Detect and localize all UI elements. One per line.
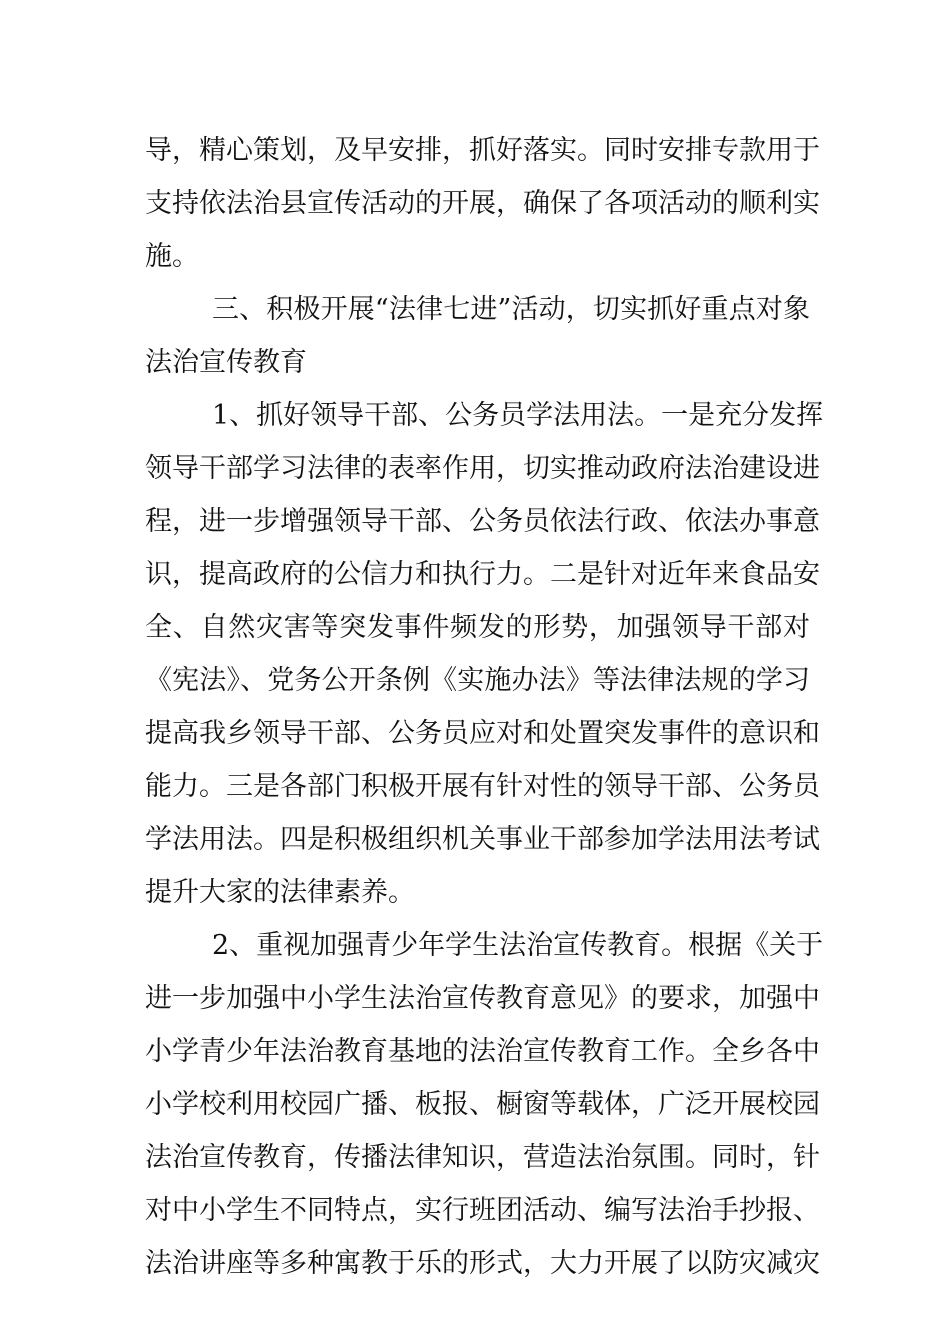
text-line: 《宪法》、党务公开条例《实施办法》等法律法规的学习 — [145, 665, 810, 696]
text-line: 法治宣传教育，传播法律知识，营造法治氛围。同时，针 — [145, 1142, 820, 1173]
section-heading-line: 三、积极开展“法律七进”活动，切实抓好重点对象 — [212, 294, 810, 325]
text-line: 领导干部学习法律的表率作用，切实推动政府法治建设进 — [145, 453, 820, 484]
text-line: 能力。三是各部门积极开展有针对性的领导干部、公务员 — [145, 771, 820, 802]
text-line: 学法用法。四是积极组织机关事业干部参加学法用法考试 — [145, 824, 820, 855]
text-line: 小学青少年法治教育基地的法治宣传教育工作。全乡各中 — [145, 1036, 820, 1067]
text-line: 提高我乡领导干部、公务员应对和处置突发事件的意识和 — [145, 718, 820, 749]
text-line: 识，提高政府的公信力和执行力。二是针对近年来食品安 — [145, 559, 820, 590]
text-line: 法治讲座等多种寓教于乐的形式，大力开展了以防灾减灾 — [145, 1248, 820, 1279]
text-line: 导，精心策划，及早安排，抓好落实。同时安排专款用于 — [145, 135, 820, 166]
text-line: 支持依法治县宣传活动的开展，确保了各项活动的顺利实 — [145, 188, 820, 219]
paragraph-start-line: 1、抓好领导干部、公务员学法用法。一是充分发挥 — [212, 400, 824, 431]
paragraph-start-line: 2、重视加强青少年学生法治宣传教育。根据《关于 — [212, 930, 824, 961]
text-line: 小学校利用校园广播、板报、橱窗等载体，广泛开展校园 — [145, 1089, 820, 1120]
text-line: 对中小学生不同特点，实行班团活动、编写法治手抄报、 — [145, 1195, 820, 1226]
text-line: 程，进一步增强领导干部、公务员依法行政、依法办事意 — [145, 506, 820, 537]
text-line: 进一步加强中小学生法治宣传教育意见》的要求，加强中 — [145, 983, 820, 1014]
text-line: 全、自然灾害等突发事件频发的形势，加强领导干部对 — [145, 612, 810, 643]
text-line: 施。 — [145, 241, 199, 272]
document-body — [145, 124, 824, 1290]
section-heading-line: 法治宣传教育 — [145, 347, 307, 378]
text-line: 提升大家的法律素养。 — [145, 877, 415, 908]
